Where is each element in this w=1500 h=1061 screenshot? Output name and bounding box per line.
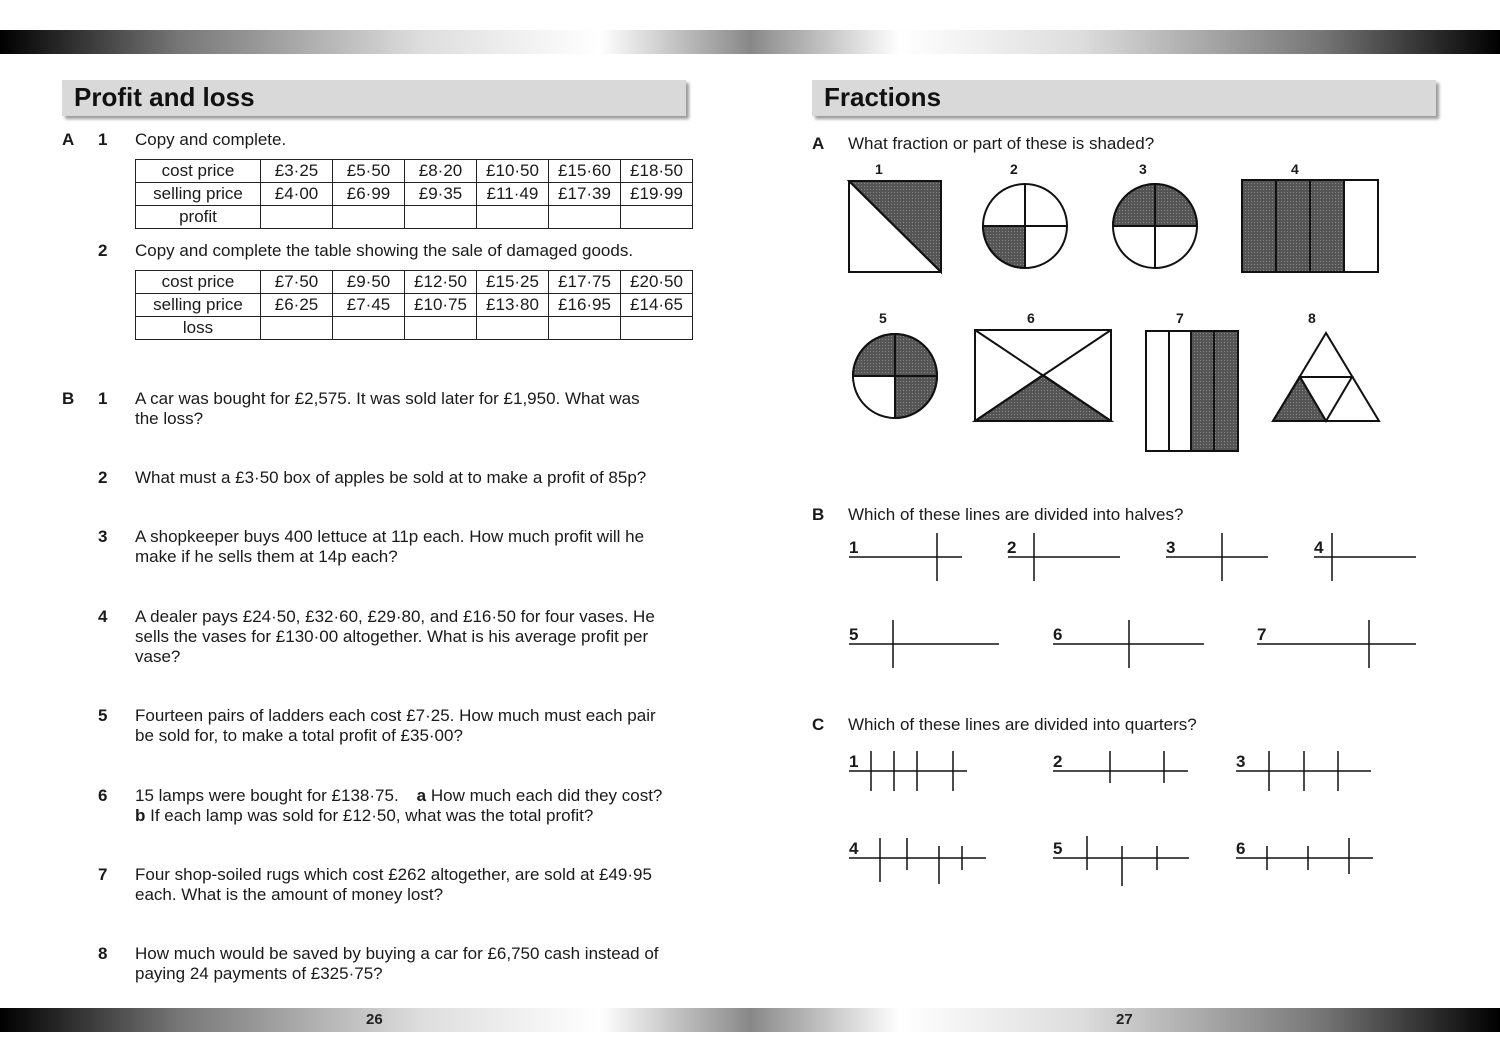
figure-label: 3 [1139,161,1147,177]
figure-4-rectangle [1242,180,1378,272]
table-cell: £10·75 [405,294,477,317]
row-label: selling price [136,294,261,317]
table-cell: £6·99 [333,183,405,206]
table-cell: £4·00 [261,183,333,206]
question-text: A dealer pays £24·50, £32·60, £29·80, and £16·50 for four vases. He sells the vases for £130·00 altogether. What is his average profit per vase? [135,607,655,666]
figure-8-triangle [1273,333,1379,421]
question-number: 1 [98,389,108,408]
figure-1-square [849,181,941,272]
table-cell: £13·80 [477,294,549,317]
line-label: 2 [1053,752,1063,771]
line-label: 2 [1007,538,1017,557]
row-label: profit [136,206,261,229]
page-title: Fractions [824,82,942,112]
question-number: 2 [98,241,108,260]
figure-6-rectangle [975,330,1111,421]
line-label: 1 [849,752,859,771]
question-text: Four shop-soiled rugs which cost £262 altogether, are sold at £49·95 each. What is the amount of money lost? [135,865,652,904]
line-label: 6 [1053,625,1063,644]
table-cell: £15·25 [477,271,549,294]
line-label: 3 [1236,752,1246,771]
question-number: 1 [98,130,108,149]
question-number: 7 [98,865,108,884]
question-text: Copy and complete the table showing the sale of damaged goods. [135,241,634,260]
line-label: 4 [1314,538,1324,557]
question-text: 15 lamps were bought for £138·75. a How much each did they cost? b If each lamp was sold for £12·50, what was the total profit? [135,786,663,825]
line-label: 7 [1257,625,1267,644]
question-text: A car was bought for £2,575. It was sold later for £1,950. What was the loss? [135,389,640,428]
table-cell: £7·45 [333,294,405,317]
line-label: 3 [1166,538,1176,557]
question-text: A shopkeeper buys 400 lettuce at 11p each. How much profit will he make if he sells them at 14p each? [135,527,645,566]
table-cell: £15·60 [549,160,621,183]
question-number: 3 [98,527,108,546]
table-cell: £5·50 [333,160,405,183]
line-label: 6 [1236,839,1246,858]
table-cell: £9·35 [405,183,477,206]
question-number: 4 [98,607,108,626]
table-cell: £8·20 [405,160,477,183]
question-text: Which of these lines are divided into halves? [848,505,1184,524]
question-text: Fourteen pairs of ladders each cost £7·25. How much must each pair be sold for, to make a total profit of £35·00? [135,706,656,745]
question-number: 6 [98,786,108,805]
figure-label: 8 [1308,310,1316,326]
figure-3-circle [1113,184,1197,268]
figure-label: 5 [879,310,887,326]
figure-7-rectangle [1146,331,1238,451]
page-number-right: 27 [1116,1011,1133,1028]
table-cell: £6·25 [261,294,333,317]
row-label: cost price [136,160,261,183]
line-label: 1 [849,538,859,557]
line-label: 5 [849,625,859,644]
row-label: selling price [136,183,261,206]
table-cell: £16·95 [549,294,621,317]
section-letter-b: B [812,505,825,524]
question-text: What fraction or part of these is shaded? [848,134,1155,153]
halves-lines [849,533,1416,668]
table-cell: £11·49 [477,183,549,206]
section-letter-c: C [812,715,825,734]
table-cell: £19·99 [621,183,693,206]
table-cell: £12·50 [405,271,477,294]
line-label: 4 [849,839,859,858]
row-label: loss [136,317,261,340]
table-cell: £20·50 [621,271,693,294]
figure-2-circle [983,184,1067,268]
row-label: cost price [136,271,261,294]
question-number: 8 [98,944,108,963]
table-cell: £18·50 [621,160,693,183]
page-number-left: 26 [366,1011,383,1028]
figure-label: 2 [1010,161,1018,177]
figure-5-circle [853,334,937,418]
table-cell: £7·50 [261,271,333,294]
quarters-lines [849,751,1373,886]
question-text: How much would be saved by buying a car for £6,750 cash instead of paying 24 payments of £325·75? [135,944,659,983]
section-letter-a: A [812,134,825,153]
figure-label: 4 [1291,161,1299,177]
figure-label: 6 [1027,310,1035,326]
table-cell: £9·50 [333,271,405,294]
table-cell: £14·65 [621,294,693,317]
page-title: Profit and loss [74,82,255,112]
question-number: 5 [98,706,108,725]
question-number: 2 [98,468,108,487]
section-letter-a: A [62,130,75,149]
table-cell: £17·75 [549,271,621,294]
figure-label: 1 [875,161,883,177]
table-cell: £17·39 [549,183,621,206]
question-text: What must a £3·50 box of apples be sold at to make a profit of 85p? [135,468,647,487]
table-cell: £10·50 [477,160,549,183]
section-letter-b: B [62,389,75,408]
question-text: Which of these lines are divided into quarters? [848,715,1197,734]
figure-label: 7 [1176,310,1184,326]
table-cell: £3·25 [261,160,333,183]
line-label: 5 [1053,839,1063,858]
question-text: Copy and complete. [135,130,287,149]
